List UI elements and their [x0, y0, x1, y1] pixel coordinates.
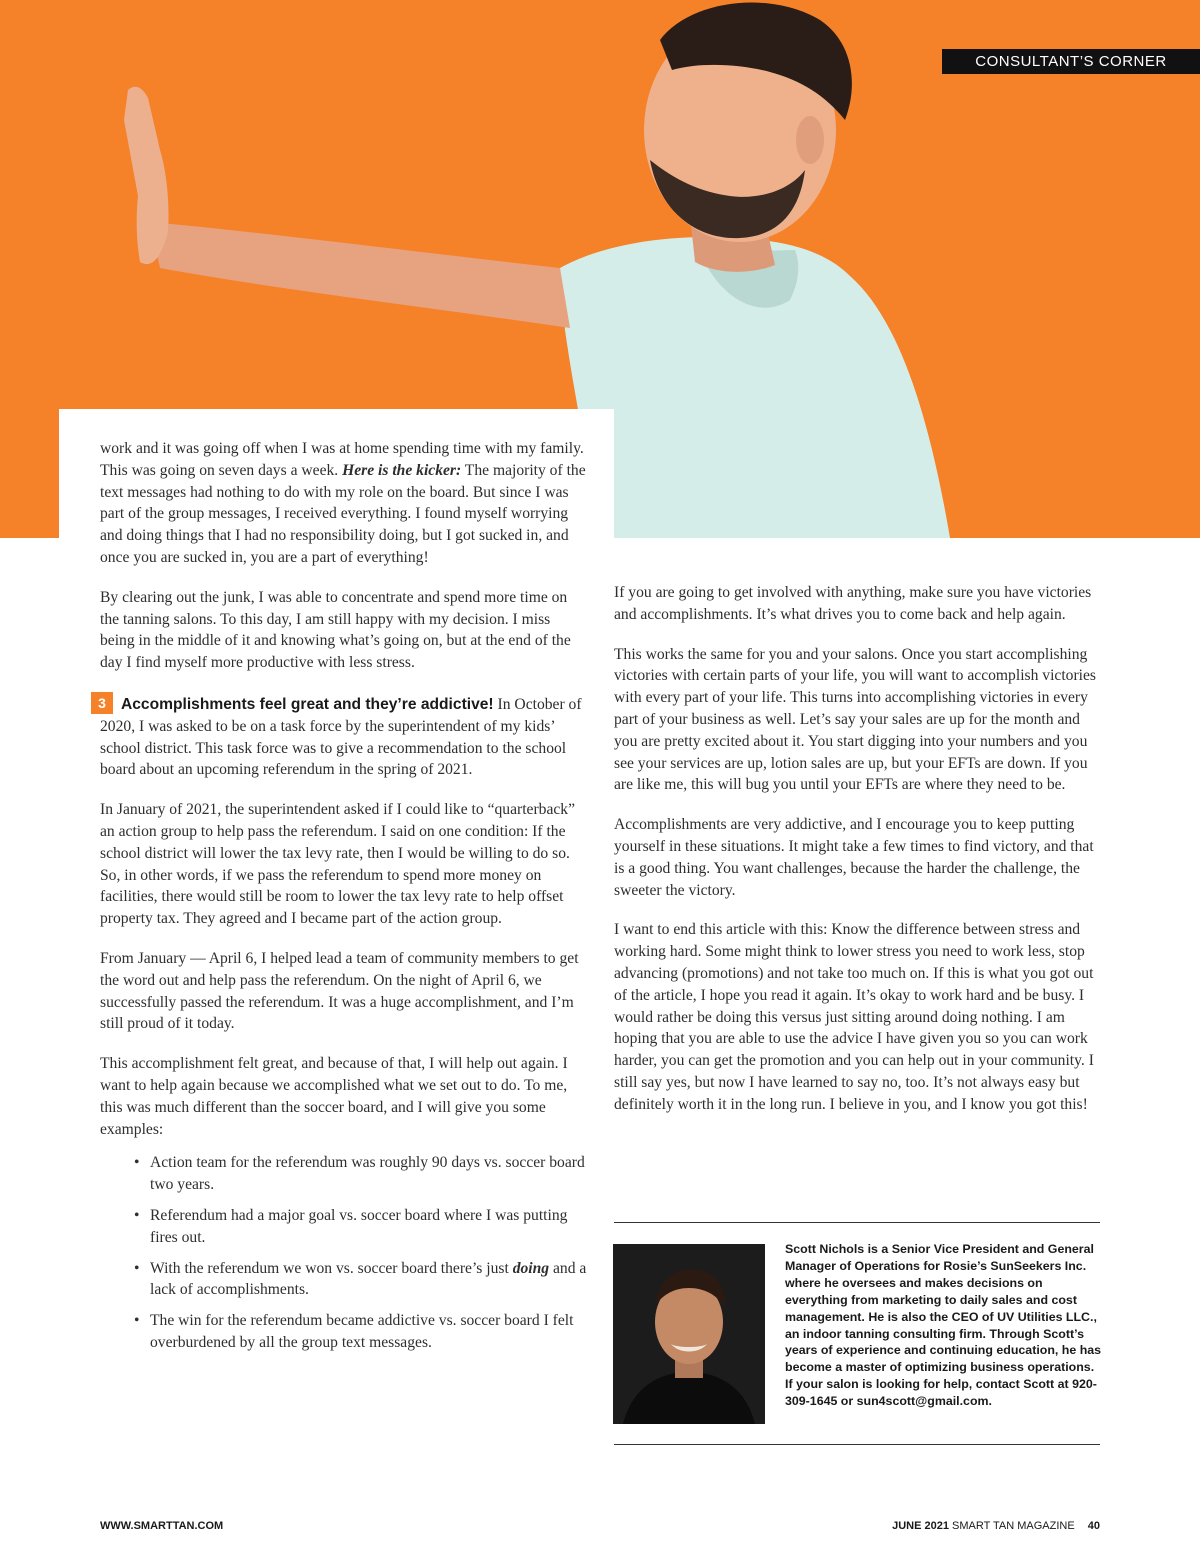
- bio-top-rule: [614, 1222, 1100, 1223]
- right-column: [614, 582, 1104, 1134]
- paragraph: I want to end this article with this: Know the difference between stress and working hard. Some might think to lower stress you need to work less, stop advancing (promotions) and not take too much on. If this is what you got out of the article, I hope you read it again. It’s okay to work hard and be busy. I would rather be doing this versus just sitting around doing nothing. I am hoping that you are able to use the advice I have given you so you can work harder, you can get the promotion and you can help out in your community. I still say yes, but now I have learned to say no, too. It’s not always easy but definitely worth it in the long run. I believe in you, and I know you got this!: [614, 921, 1094, 1113]
- paragraph: If you are going to get involved with anything, make sure you have victories and accomplishments. It’s what drives you to come back and help again.: [614, 584, 1092, 623]
- bio-bottom-rule: [614, 1444, 1100, 1445]
- list-item: • Action team for the referendum was roughly 90 days vs. soccer board two years.: [150, 1152, 588, 1196]
- paragraph: This works the same for you and your salons. Once you start accomplishing victories with certain parts of your life, you will want to accomplish victories with every part of your life. This turns into accomplishing victories in every part of your business as well. Let’s say your sales are up for the month and you are pretty excited about it. You start digging into your numbers and you see your services are up, lotion sales are up, but your EFTs are down. If you are like me, this will bug you until your EFTs are where they need to be.: [614, 645, 1096, 794]
- emphasis: Here is the kicker:: [342, 461, 462, 479]
- footer-issue-info: [892, 1520, 1100, 1532]
- paragraph: work and it was going off when I was at home spending time with my family. This was going on seven days a week. Here is the kicker: The majority of the text messages had nothing to do with my role on the board. But since I was part of the group messages, I received everything. I found myself worrying and doing things that I had no responsibility doing, but I got sucked in, and once you are sucked in, you are a part of everything!: [100, 440, 586, 566]
- author-photo: [613, 1244, 765, 1424]
- author-portrait: [613, 1244, 765, 1424]
- section-tag: CONSULTANT’S CORNER: [942, 49, 1200, 74]
- paragraph: This accomplishment felt great, and because of that, I will help out again. I want to help again because we accomplished what we set out to do. To me, this was much different than the soccer board, and I will give you some examples:: [100, 1055, 568, 1138]
- list-item: • With the referendum we won vs. soccer board there’s just doing and a lack of accomplishments.: [150, 1258, 588, 1302]
- examples-list: [100, 1152, 588, 1353]
- section-heading: Accomplishments feel great and they’re addictive!: [121, 695, 494, 713]
- paragraph: Accomplishments are very addictive, and I encourage you to keep putting yourself in these situations. It might take a few times to find victory, and that is a good thing. You want challenges, because the harder the challenge, the sweeter the victory.: [614, 816, 1094, 899]
- list-item: • The win for the referendum became addictive vs. soccer board I felt overburdened by all the group text messages.: [150, 1310, 588, 1354]
- paragraph: By clearing out the junk, I was able to concentrate and spend more time on the tanning salons. To this day, I am still happy with my decision. I miss being in the middle of it and knowing what’s going on, but at the end of the day I find myself more productive with less stress.: [100, 588, 571, 672]
- emphasis: doing: [512, 1259, 550, 1277]
- footer-magazine-name: SMART TAN MAGAZINE: [952, 1520, 1075, 1532]
- footer-issue-date: JUNE 2021: [892, 1520, 949, 1532]
- footer-website[interactable]: WWW.SMARTTAN.COM: [100, 1520, 224, 1532]
- section-number-badge: 3: [91, 692, 113, 714]
- author-bio: Scott Nichols is a Senior Vice President and General Manager of Operations for Rosie’s SunSeekers Inc. where he oversees and makes decisions on everything from marketing to daily sales and cost management. He is also the CEO of UV Utilities LLC., an indoor tanning consulting firm. Through Scott’s years of experience and continuing education, he has become a master of optimizing business operations. If your salon is looking for help, contact Scott at 920-309-1645 or sun4scott@gmail.com.: [785, 1242, 1102, 1409]
- paragraph: From January — April 6, I helped lead a team of community members to get the word out and help pass the referendum. On the night of April 6, we successfully passed the referendum. It was a huge accomplishment, and I’m still proud of it today.: [100, 949, 579, 1033]
- left-column: [100, 438, 588, 1363]
- list-item: • Referendum had a major goal vs. soccer board where I was putting fires out.: [150, 1205, 588, 1249]
- page-number: 40: [1087, 1520, 1100, 1532]
- section-paragraph: 3 Accomplishments feel great and they’re addictive! In October of 2020, I was asked to be on a task force by the superintendent of my kids’ school district. This task force was to give a recommendation to the school board about an upcoming referendum in the spring of 2021.: [100, 692, 588, 781]
- paragraph: In January of 2021, the superintendent asked if I could like to “quarterback” an action group to help pass the referendum. I said on one condition: If the school district will lower the tax levy rate, then I would be willing to do so. So, in other words, if we pass the referendum to spend more money on facilities, there would still be room to lower the tax levy rate to help offset property tax. They agreed and I became part of the action group.: [100, 801, 576, 928]
